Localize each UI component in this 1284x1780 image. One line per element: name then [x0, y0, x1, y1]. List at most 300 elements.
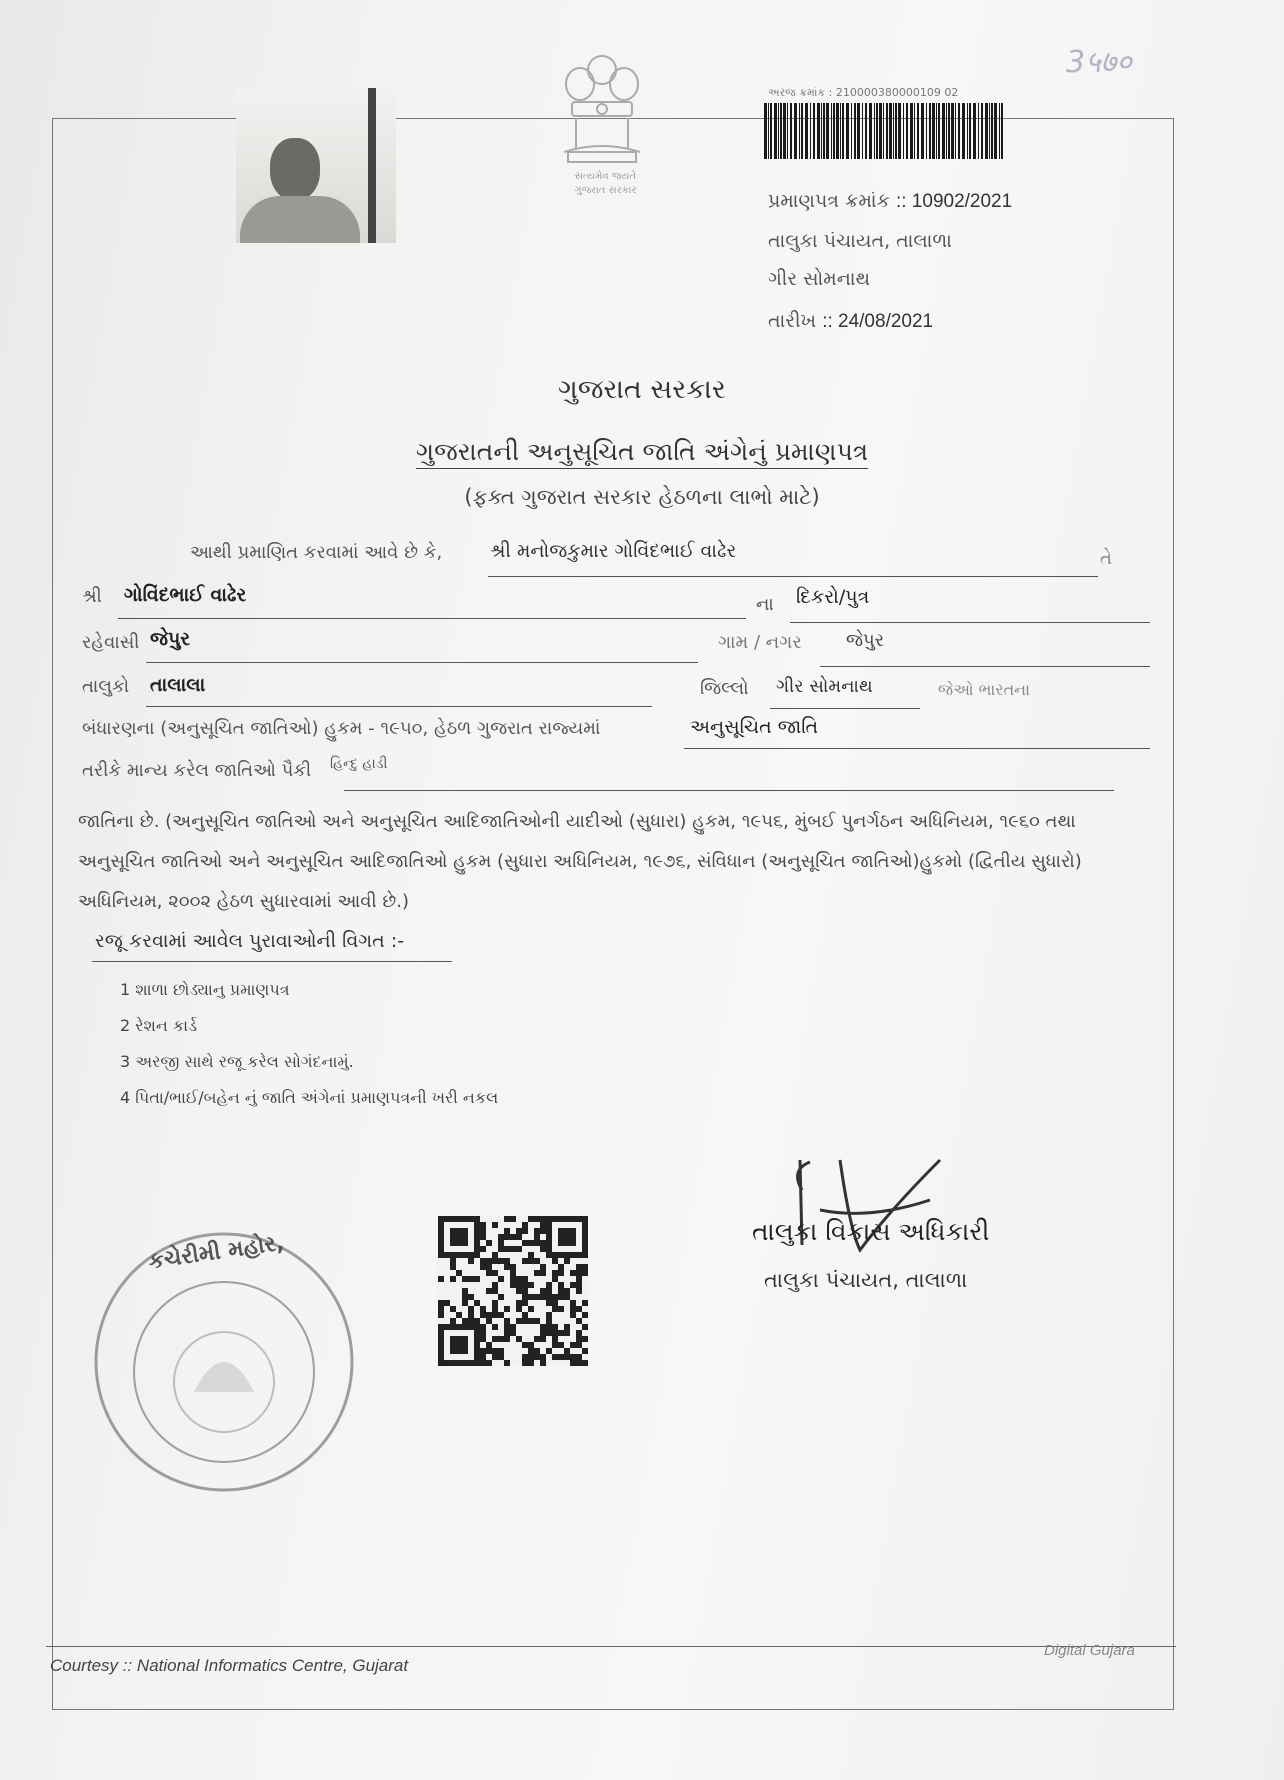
- qr-module: [516, 1282, 522, 1288]
- qr-module: [558, 1342, 564, 1348]
- qr-module: [582, 1270, 588, 1276]
- qr-module: [534, 1216, 540, 1222]
- qr-module: [468, 1294, 474, 1300]
- qr-module: [486, 1264, 492, 1270]
- qr-module: [498, 1258, 504, 1264]
- qr-module: [522, 1318, 528, 1324]
- qr-module: [468, 1312, 474, 1318]
- emblem-caption-line1: સત્યમેવ જયતે: [574, 171, 637, 182]
- barcode-bar: [951, 103, 954, 159]
- barcode-bar: [929, 103, 931, 159]
- qr-module: [498, 1246, 504, 1252]
- qr-module: [534, 1294, 540, 1300]
- qr-module: [540, 1324, 546, 1330]
- qr-code: [438, 1216, 588, 1366]
- qr-module: [528, 1348, 534, 1354]
- barcode-bar: [794, 103, 797, 159]
- caste-underline: [344, 790, 1114, 791]
- qr-module: [480, 1330, 486, 1336]
- qr-module: [480, 1306, 486, 1312]
- district-label: જિલ્લો: [700, 678, 749, 699]
- barcode-bar: [787, 103, 788, 159]
- qr-module: [534, 1318, 540, 1324]
- father-name: ગોવિંદભાઈ વાઢેર: [124, 584, 247, 606]
- qr-module: [462, 1318, 468, 1324]
- barcode-bar: [914, 103, 915, 159]
- officer-office: તાલુકા પંચાયત, તાલાળા: [764, 1268, 968, 1292]
- barcode-bar: [851, 103, 852, 159]
- qr-module: [480, 1228, 486, 1234]
- barcode-bar: [780, 103, 782, 159]
- qr-module: [534, 1336, 540, 1342]
- barcode-bar: [833, 103, 835, 159]
- qr-module: [486, 1342, 492, 1348]
- applicant-photo: [236, 88, 396, 243]
- category-underline: [684, 748, 1150, 749]
- qr-module: [558, 1288, 564, 1294]
- qr-module: [552, 1294, 558, 1300]
- barcode-bar: [938, 103, 940, 159]
- document-item: 3 અરજી સાથે રજૂ કરેલ સોગંદનામું.: [120, 1052, 354, 1071]
- barcode-bar: [942, 103, 945, 159]
- barcode-bar: [926, 103, 927, 159]
- qr-module: [540, 1222, 546, 1228]
- qr-module: [528, 1282, 534, 1288]
- qr-module: [468, 1276, 474, 1282]
- qr-module: [492, 1306, 498, 1312]
- qr-module: [576, 1264, 582, 1270]
- qr-module: [576, 1318, 582, 1324]
- qr-module: [438, 1276, 444, 1282]
- barcode-bar: [898, 103, 901, 159]
- qr-module: [546, 1294, 552, 1300]
- qr-module: [492, 1312, 498, 1318]
- qr-module: [558, 1330, 564, 1336]
- barcode-bar: [879, 103, 882, 159]
- barcode-bar: [783, 103, 786, 159]
- qr-module: [534, 1258, 540, 1264]
- resident-value: જેપુર: [150, 628, 191, 650]
- qr-module: [480, 1264, 486, 1270]
- qr-module: [444, 1300, 450, 1306]
- taluka-value: તાલાલા: [150, 674, 206, 696]
- qr-module: [528, 1342, 534, 1348]
- qr-module: [480, 1312, 486, 1318]
- barcode-bar: [958, 103, 960, 159]
- qr-module: [558, 1264, 564, 1270]
- barcode-bar: [999, 103, 1000, 159]
- qr-module: [516, 1288, 522, 1294]
- barcode-bar: [955, 103, 956, 159]
- barcode-bar: [948, 103, 950, 159]
- qr-module: [576, 1330, 582, 1336]
- caste-value: હિન્દુ હાડી: [330, 756, 388, 772]
- qr-module: [474, 1276, 480, 1282]
- qr-module: [504, 1360, 510, 1366]
- qr-module: [516, 1276, 522, 1282]
- qr-module: [522, 1312, 528, 1318]
- barcode-bar: [799, 103, 800, 159]
- applicant-name: શ્રી મનોજકુમાર ગોવિંદભાઈ વાઢેર: [490, 540, 737, 562]
- qr-module: [546, 1282, 552, 1288]
- qr-module: [540, 1330, 546, 1336]
- document-item: 1 શાળા છોડ્યાનુ પ્રમાણપત્ર: [120, 980, 290, 999]
- qr-module: [492, 1270, 498, 1276]
- qr-module: [486, 1360, 492, 1366]
- qr-module: [504, 1234, 510, 1240]
- barcode-bar: [910, 103, 913, 159]
- qr-module: [576, 1270, 582, 1276]
- photo-pole-shape: [368, 88, 376, 243]
- footer-digital-gujarat: Digital Gujara: [1044, 1642, 1135, 1659]
- qr-module: [516, 1306, 522, 1312]
- qr-module: [504, 1216, 510, 1222]
- qr-module: [564, 1294, 570, 1300]
- india-label: જેઓ ભારતના: [938, 680, 1031, 699]
- qr-module: [552, 1342, 558, 1348]
- barcode-bar: [801, 103, 803, 159]
- qr-module: [522, 1300, 528, 1306]
- qr-module: [540, 1228, 546, 1234]
- barcode-bar: [994, 103, 997, 159]
- qr-module: [516, 1336, 522, 1342]
- qr-module: [474, 1300, 480, 1306]
- qr-module: [570, 1282, 576, 1288]
- qr-module: [504, 1228, 510, 1234]
- qr-module: [522, 1354, 528, 1360]
- barcode-bar: [889, 103, 892, 159]
- qr-module: [534, 1348, 540, 1354]
- qr-module: [546, 1300, 552, 1306]
- qr-module: [510, 1234, 516, 1240]
- qr-module: [462, 1294, 468, 1300]
- government-title: ગુજરાત સરકાર: [558, 374, 726, 405]
- barcode-bar: [764, 103, 767, 159]
- qr-module: [558, 1294, 564, 1300]
- document-item: 4 પિતા/ભાઈ/બહેન નું જાતિ અંગેનાં પ્રમાણપત્રની ખરી નકલ: [120, 1088, 499, 1107]
- barcode-bar: [810, 103, 811, 159]
- qr-module: [546, 1288, 552, 1294]
- qr-module: [540, 1264, 546, 1270]
- qr-module: [450, 1264, 456, 1270]
- qr-module: [546, 1318, 552, 1324]
- qr-module: [576, 1336, 582, 1342]
- barcode-bar: [846, 103, 849, 159]
- qr-module: [504, 1324, 510, 1330]
- qr-module: [582, 1360, 588, 1366]
- qr-module: [564, 1288, 570, 1294]
- qr-module: [468, 1258, 474, 1264]
- qr-module: [522, 1258, 528, 1264]
- qr-module: [492, 1282, 498, 1288]
- photo-body-shape: [240, 196, 360, 243]
- certificate-number-label: પ્રમાણપત્ર ક્રમાંક: [768, 190, 890, 212]
- qr-module: [540, 1240, 546, 1246]
- qr-module: [510, 1330, 516, 1336]
- state-emblem-icon: [554, 48, 650, 168]
- na-label: ના: [756, 594, 774, 615]
- barcode-bar: [774, 103, 777, 159]
- qr-module: [492, 1348, 498, 1354]
- qr-module: [552, 1336, 558, 1342]
- qr-module: [456, 1270, 462, 1276]
- qr-module: [516, 1246, 522, 1252]
- resident-label: રહેવાસી: [82, 632, 140, 653]
- qr-module: [528, 1216, 534, 1222]
- district-value: ગીર સોમનાથ: [776, 676, 873, 697]
- barcode-bar: [874, 103, 875, 159]
- barcode-bar: [826, 103, 829, 159]
- barcode-bar: [946, 103, 947, 159]
- barcode-bar: [981, 103, 983, 159]
- qr-module: [492, 1288, 498, 1294]
- qr-module: [570, 1312, 576, 1318]
- qr-module: [492, 1336, 498, 1342]
- qr-module: [462, 1288, 468, 1294]
- qr-module: [540, 1270, 546, 1276]
- village-value: જેપુર: [846, 630, 885, 651]
- qr-module: [516, 1318, 522, 1324]
- barcode-bar: [842, 103, 844, 159]
- qr-finder-center: [558, 1228, 576, 1246]
- qr-module: [546, 1312, 552, 1318]
- resident-underline: [146, 662, 698, 663]
- qr-module: [564, 1330, 570, 1336]
- qr-module: [528, 1252, 534, 1258]
- qr-module: [504, 1336, 510, 1342]
- qr-module: [522, 1276, 528, 1282]
- barcode-bar: [962, 103, 965, 159]
- qr-module: [450, 1318, 456, 1324]
- qr-module: [462, 1276, 468, 1282]
- barcode-bar: [978, 103, 979, 159]
- relation-underline: [790, 622, 1150, 623]
- qr-module: [456, 1312, 462, 1318]
- barcode-bar: [836, 103, 839, 159]
- barcode-bar: [883, 103, 884, 159]
- qr-module: [576, 1306, 582, 1312]
- qr-module: [474, 1318, 480, 1324]
- qr-module: [540, 1246, 546, 1252]
- barcode-bar: [906, 103, 908, 159]
- barcode-bar: [1001, 103, 1003, 159]
- qr-module: [540, 1288, 546, 1294]
- barcode-bar: [778, 103, 779, 159]
- barcode-bar: [805, 103, 808, 159]
- qr-module: [564, 1324, 570, 1330]
- barcode-bar: [991, 103, 993, 159]
- qr-module: [480, 1258, 486, 1264]
- certificate-subtitle: (ફક્ત ગુજરાત સરકાર હેઠળના લાભો માટે): [464, 485, 820, 509]
- qr-module: [582, 1324, 588, 1330]
- emblem-caption: [548, 170, 663, 198]
- qr-module: [480, 1360, 486, 1366]
- relation-value: દિકરો/પુત્ર: [796, 586, 870, 608]
- qr-module: [522, 1228, 528, 1234]
- qr-module: [570, 1270, 576, 1276]
- qr-module: [438, 1300, 444, 1306]
- barcode-bar: [985, 103, 988, 159]
- qr-module: [558, 1306, 564, 1312]
- qr-module: [528, 1240, 534, 1246]
- qr-module: [552, 1306, 558, 1312]
- qr-module: [528, 1258, 534, 1264]
- barcode-number: અરજ ક્રમાંક : 210000380000109 02: [768, 86, 959, 99]
- qr-module: [468, 1306, 474, 1312]
- qr-module: [498, 1354, 504, 1360]
- qr-module: [510, 1270, 516, 1276]
- qr-module: [522, 1282, 528, 1288]
- qr-module: [492, 1258, 498, 1264]
- qr-module: [534, 1240, 540, 1246]
- qr-module: [480, 1336, 486, 1342]
- village-label: ગામ / નગર: [718, 632, 802, 653]
- barcode-bar: [876, 103, 878, 159]
- qr-module: [528, 1318, 534, 1324]
- legal-paragraph: જાતિના છે. (અનુસૂચિત જાતિઓ અને અનુસૂચિત આદિજાતિઓની યાદીઓ (સુધારા) હુકમ, ૧૯૫૬, મુંબઈ પુનર્ગઠન અધિનિયમ, ૧૯૬૦ તથા અનુસૂચિત જાતિઓ અને અનુસૂચિત આદિજાતિઓ હુકમ (સુધારા અધિનિયમ, ૧૯૭૬, સંવિધાન (અનુસૂચિત જાતિઓ)હુકમો (દ્વિતીય સુધારો) અધિનિયમ, ૨૦૦૨ હેઠળ સુધારવામાં આવી છે.): [78, 811, 1082, 912]
- qr-module: [552, 1276, 558, 1282]
- qr-module: [438, 1312, 444, 1318]
- qr-module: [486, 1288, 492, 1294]
- qr-module: [462, 1300, 468, 1306]
- barcode-bar: [932, 103, 935, 159]
- qr-module: [498, 1336, 504, 1342]
- qr-module: [480, 1222, 486, 1228]
- qr-module: [552, 1270, 558, 1276]
- recognized-label: તરીકે માન્ય કરેલ જાતિઓ પૈકી: [82, 760, 312, 781]
- qr-module: [582, 1336, 588, 1342]
- qr-module: [570, 1360, 576, 1366]
- qr-module: [510, 1276, 516, 1282]
- qr-module: [540, 1294, 546, 1300]
- qr-finder-center: [450, 1336, 468, 1354]
- qr-module: [486, 1258, 492, 1264]
- qr-module: [498, 1294, 504, 1300]
- qr-module: [522, 1360, 528, 1366]
- qr-module: [522, 1222, 528, 1228]
- qr-module: [492, 1222, 498, 1228]
- qr-module: [492, 1354, 498, 1360]
- qr-module: [576, 1282, 582, 1288]
- qr-module: [486, 1240, 492, 1246]
- issue-date-value: :: 24/08/2021: [822, 311, 934, 332]
- qr-module: [504, 1264, 510, 1270]
- barcode-bar: [895, 103, 897, 159]
- qr-module: [498, 1276, 504, 1282]
- qr-module: [492, 1252, 498, 1258]
- emblem-caption-line2: ગુજરાત સરકાર: [574, 185, 637, 196]
- barcode-bar: [770, 103, 772, 159]
- qr-module: [534, 1228, 540, 1234]
- qr-module: [504, 1306, 510, 1312]
- qr-module: [540, 1360, 546, 1366]
- qr-finder-center: [450, 1228, 468, 1246]
- barcode-bar: [967, 103, 968, 159]
- village-underline: [820, 666, 1150, 667]
- constitution-text: બંધારણના (અનુસૂચિત જાતિઓ) હુકમ - ૧૯૫૦, હેઠળ ગુજરાત રાજ્યમાં: [82, 718, 601, 739]
- qr-module: [570, 1300, 576, 1306]
- qr-module: [504, 1318, 510, 1324]
- qr-module: [468, 1318, 474, 1324]
- qr-module: [516, 1234, 522, 1240]
- qr-module: [540, 1354, 546, 1360]
- applicant-name-underline: [488, 576, 1098, 577]
- qr-module: [480, 1354, 486, 1360]
- qr-module: [576, 1360, 582, 1366]
- qr-module: [564, 1348, 570, 1354]
- qr-module: [438, 1306, 444, 1312]
- qr-module: [480, 1246, 486, 1252]
- qr-module: [552, 1330, 558, 1336]
- qr-module: [582, 1312, 588, 1318]
- qr-module: [558, 1282, 564, 1288]
- qr-module: [450, 1276, 456, 1282]
- qr-module: [534, 1270, 540, 1276]
- father-name-underline: [118, 618, 746, 619]
- seal-text: કચેરીમી મહોર,: [146, 1230, 286, 1275]
- barcode-bar: [857, 103, 860, 159]
- qr-module: [522, 1240, 528, 1246]
- qr-module: [504, 1330, 510, 1336]
- te-label: તે: [1100, 548, 1112, 569]
- photo-head-shape: [270, 138, 320, 200]
- issue-date-row: [768, 310, 933, 333]
- qr-module: [552, 1354, 558, 1360]
- certificate-number-value: :: 10902/2021: [895, 191, 1013, 212]
- barcode-bar: [936, 103, 937, 159]
- qr-module: [498, 1312, 504, 1318]
- qr-module: [564, 1354, 570, 1360]
- qr-module: [576, 1342, 582, 1348]
- certificate-title-text: ગુજરાતની અનુસૂચિત જાતિ અંગેનું પ્રમાણપત્ર: [416, 437, 868, 469]
- qr-module: [450, 1258, 456, 1264]
- qr-module: [546, 1348, 552, 1354]
- officer-title: તાલુકા વિકાસ અધિકારી: [752, 1217, 990, 1246]
- qr-module: [498, 1240, 504, 1246]
- documents-heading-underline: [92, 961, 452, 962]
- barcode-bar: [831, 103, 832, 159]
- barcode-bar: [823, 103, 825, 159]
- qr-module: [480, 1324, 486, 1330]
- qr-module: [486, 1348, 492, 1354]
- barcode-bar: [893, 103, 894, 159]
- barcode-bar: [969, 103, 971, 159]
- qr-module: [540, 1336, 546, 1342]
- qr-module: [510, 1246, 516, 1252]
- shri-label: શ્રી: [82, 586, 102, 607]
- certificate-title: [0, 437, 1284, 467]
- qr-module: [480, 1348, 486, 1354]
- qr-module: [498, 1234, 504, 1240]
- qr-module: [576, 1354, 582, 1360]
- qr-module: [522, 1294, 528, 1300]
- barcode-bar: [886, 103, 888, 159]
- barcode-bar: [869, 103, 872, 159]
- qr-module: [570, 1306, 576, 1312]
- qr-module: [534, 1234, 540, 1240]
- barcode-bar: [817, 103, 820, 159]
- qr-module: [510, 1324, 516, 1330]
- qr-module: [534, 1354, 540, 1360]
- barcode-bar: [790, 103, 792, 159]
- category-value: અનુસૂચિત જાતિ: [690, 716, 819, 738]
- qr-module: [504, 1246, 510, 1252]
- qr-module: [492, 1300, 498, 1306]
- qr-module: [570, 1354, 576, 1360]
- qr-module: [576, 1276, 582, 1282]
- issuing-office: તાલુકા પંચાયત, તાલાળા: [768, 230, 952, 252]
- barcode-bar: [865, 103, 867, 159]
